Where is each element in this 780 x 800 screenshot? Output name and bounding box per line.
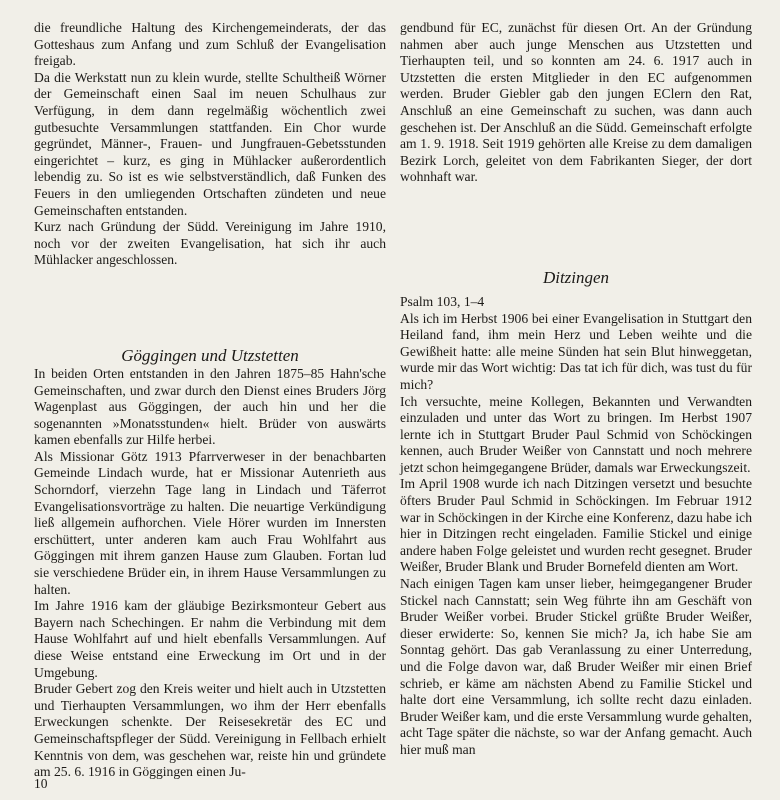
- right-column: [400, 20, 752, 759]
- paragraph: Im Jahre 1916 kam der gläubige Bezirksmonteur Gebert aus Bayern nach Schechingen. Er nahm die Verbindung mit dem Hause Wohlfahrt auf und hielt ebenfalls Versammlungen. Auf diese Weise entstand eine Erweckung im Ort und in der Umgebung.: [34, 598, 386, 680]
- paragraph: Im April 1908 wurde ich nach Ditzingen versetzt und besuchte öfters Bruder Paul Schmid in Schöckingen. Im Februar 1912 war in Schöckingen in der Kirche eine Konferenz, dazu habe ich hier in Ditzingen recht eingeladen. Familie Stickel und einige andere haben Folge geleistet und wurden recht gesegnet. Bruder Weißer, Bruder Blank und Bruder Bornefeld dienten am Wort.: [400, 476, 752, 575]
- paragraph: Bruder Gebert zog den Kreis weiter und hielt auch in Utzstetten und Tierhaupten Versammlungen, wo ihm der Herr ebenfalls Erweckungen schenkte. Der Reisesekretär des EC und Gemeinschaftspfleger der Südd. Vereinigung in Fellbach erhielt Kenntnis von dem, was geschehen war, reiste hin und gründete am 25. 6. 1916 in Göggingen einen Ju-: [34, 681, 386, 780]
- section-heading-goeggingen: Göggingen und Utzstetten: [121, 345, 299, 365]
- paragraph: Kurz nach Gründung der Südd. Vereinigung im Jahre 1910, noch vor der zweiten Evangelisation, hat sich ihr auch Mühlacker angeschlossen.: [34, 219, 386, 268]
- paragraph: die freundliche Haltung des Kirchengemeinderats, der das Gotteshaus zum Anfang und zum Schluß der Evangelisation freigab.: [34, 20, 386, 69]
- section-heading-ditzingen: Ditzingen: [542, 267, 610, 287]
- paragraph: Da die Werkstatt nun zu klein wurde, stellte Schultheiß Wörner der Gemeinschaft einen Saal im neuen Schulhaus zur Verfügung, in dem dann regelmäßig wöchentlich zwei gutbesuchte Versammlungen stattfanden. Ein Chor wurde gegründet, Männer-, Frauen- und Jungfrauen-Gebetsstunden eingerichtet – kurz, es ging in Mühlacker außerordentlich lebendig zu. So ist es wie selbstverständlich, daß Funken des Feuers in den umliegenden Ortschaften zündeten und neue Gemeinschaften entstanden.: [34, 69, 386, 218]
- paragraph: In beiden Orten entstanden in den Jahren 1875–85 Hahn'sche Gemeinschaften, und zwar durch den Dienst eines Bruders Jörg Wagenplast aus Göggingen, der auch hin und her die sogenannten »Monatsstunden« hielt. Brüder von auswärts kamen ebenfalls zur Hilfe herbei.: [34, 365, 386, 448]
- left-column: [34, 20, 386, 781]
- paragraph: Als ich im Herbst 1906 bei einer Evangelisation in Stuttgart den Heiland fand, ihm mein Herz und Leben weihte und die Gewißheit hatte: alle meine Sünden hat sein Blut hinweggetan, wurde mir das Wort wichtig: Das tat ich für dich, was tust du für mich?: [400, 310, 752, 392]
- paragraph: Als Missionar Götz 1913 Pfarrverweser in der benachbarten Gemeinde Lindach wurde, hat er Missionar Autenrieth aus Schorndorf, vierzehn Tage lang in Lindach und Täferrot Evangelisationsvorträge zu halten. Die neuartige Verkündigung ließ allgemein aufhorchen. Viele Hörer wurden im Innersten erschüttert, unter anderen kam auch Frau Wohlfahrt aus Göggingen mit ihrem ganzen Hause zum Glauben. Fortan lud sie verschiedene Brüder ein, in ihrem Hause Versammlungen zu halten.: [34, 448, 386, 597]
- page-number: 10: [34, 776, 48, 791]
- paragraph: Ich versuchte, meine Kollegen, Bekannten und Verwandten einzuladen und unter das Wort zu bringen. Im Herbst 1907 lernte ich in Stuttgart Bruder Paul Schmid von Schöckingen kennen, auch Bruder Weißer von Cannstatt und noch mehrere jetzt schon heimgegangene Brüder, damals war Erweckungszeit.: [400, 393, 752, 475]
- paragraph: Nach einigen Tagen kam unser lieber, heimgegangener Bruder Stickel nach Cannstatt; sein Weg führte ihn am Geschäft von Bruder Weißer vorbei. Bruder Stickel grüßte Bruder Weißer, dieser erwiderte: So, kennen Sie mich? Ja, ich habe Sie am Sonntag gehört. Das gab Veranlassung zu einer Unterredung, und die Folge davon war, daß Bruder Weißer mir einen Brief schrieb, er käme am nächsten Abend zu Familie Stickel und halte dort eine Versammlung, ich sollte recht dazu einladen. Bruder Weißer kam, und die erste Versammlung wurde gehalten, acht Tage später die nächste, so war der Anfang gemacht. Auch hier muß man: [400, 576, 752, 757]
- psalm-reference: Psalm 103, 1–4: [400, 293, 485, 309]
- paragraph: gendbund für EC, zunächst für diesen Ort. An der Gründung nahmen aber auch junge Menschen aus Utzstetten und Tierhaupten teil, und so konnten am 24. 6. 1917 auch in Utzstetten die ersten Mitglieder in den EC aufgenommen werden. Bruder Giebler gab den jungen EClern den Rat, Anschluß an eine Gemeinschaft zu suchen, was dann auch geschehen ist. Der Anschluß an die Südd. Gemeinschaft erfolgte am 1. 9. 1918. Seit 1919 gehörten alle Kreise zu dem damaligen Bezirk Lorch, geleitet von dem Fabrikanten Sieger, der dort wohnhaft war.: [400, 20, 752, 185]
